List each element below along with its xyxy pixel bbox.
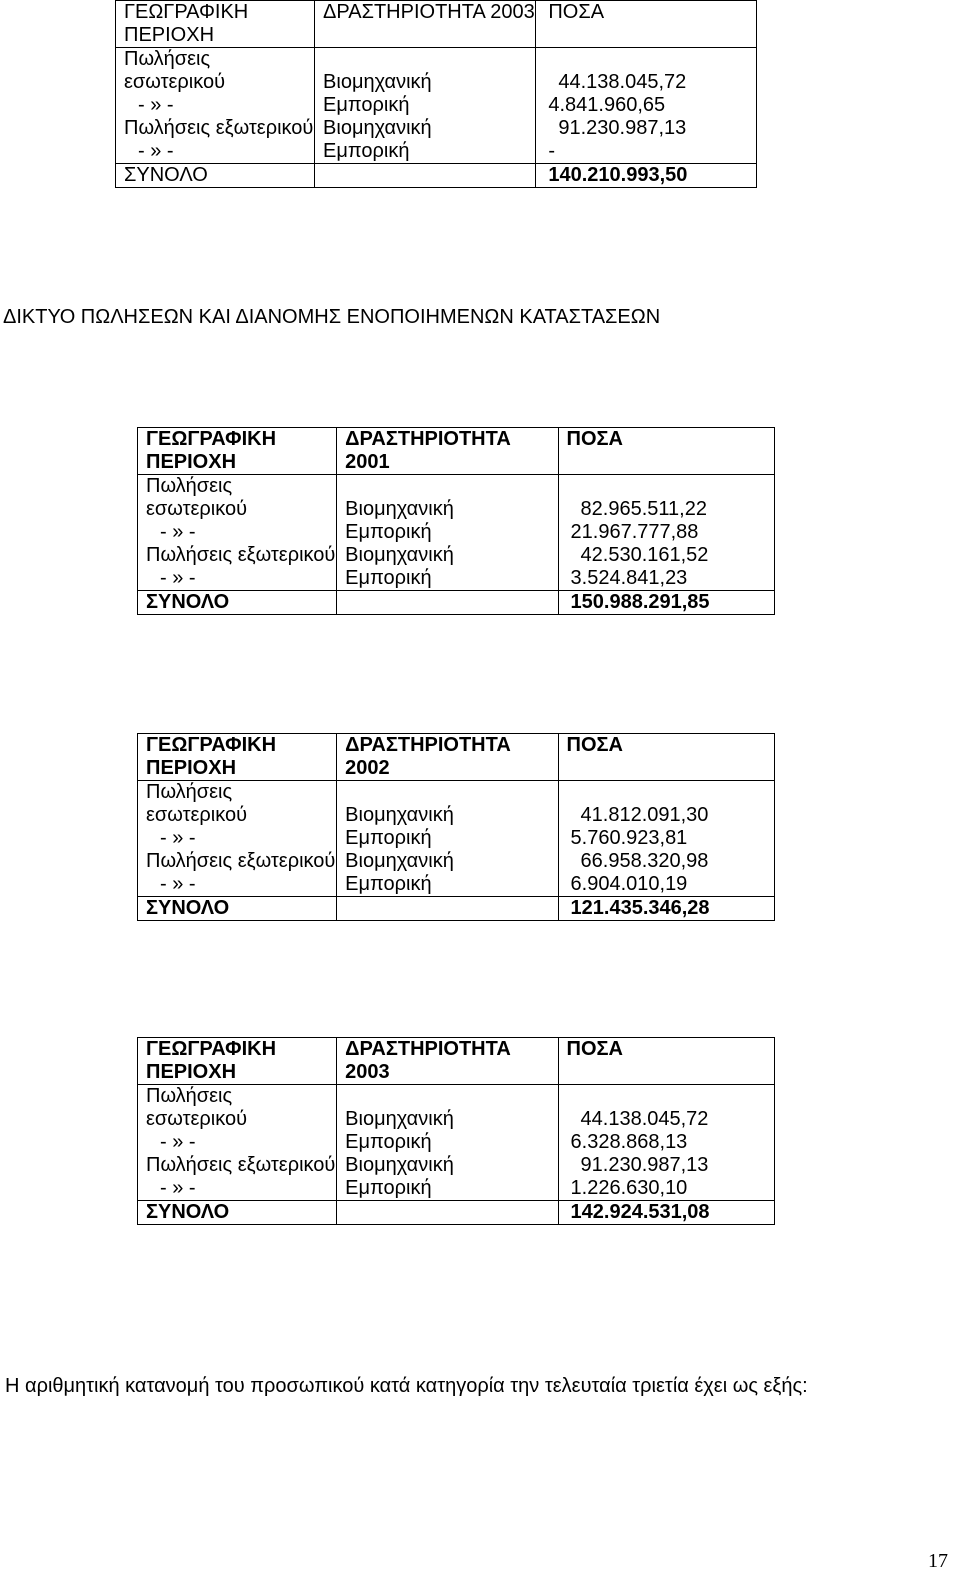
cell-amount: 1.226.630,10 xyxy=(558,1177,774,1201)
total-label: ΣΥΝΟΛΟ xyxy=(138,591,337,615)
table-row xyxy=(116,140,757,164)
body-paragraph: Η αριθμητική κατανομή του προσωπικού κατά κατηγορία την τελευταία τριετία έχει ως εξής: xyxy=(5,1375,808,1397)
cell-activity: Εμπορική xyxy=(337,567,558,591)
header-region: ΓΕΩΓΡΑΦΙΚΗ ΠΕΡΙΟΧΗ xyxy=(138,428,337,475)
total-label: ΣΥΝΟΛΟ xyxy=(138,1201,337,1225)
sales-table-2003 xyxy=(137,1037,775,1225)
cell-region: Πωλήσεις εσωτερικού xyxy=(138,1085,337,1132)
table-row xyxy=(138,1154,775,1177)
cell-region: - » - xyxy=(138,827,337,850)
cell-region: - » - xyxy=(138,567,337,591)
cell-region: Πωλήσεις εσωτερικού xyxy=(138,781,337,828)
total-row xyxy=(138,897,775,921)
header-activity-label: ΔΡΑΣΤΗΡΙΟΤΗΤΑ 2003 xyxy=(323,1,535,23)
total-row xyxy=(116,164,757,188)
cell-activity: Εμπορική xyxy=(337,1177,558,1201)
table-row xyxy=(116,48,757,95)
page-number: 17 xyxy=(928,1550,948,1572)
table-row xyxy=(138,827,775,850)
cell-region: Πωλήσεις εξωτερικού xyxy=(116,117,315,140)
cell-region: Πωλήσεις εσωτερικού xyxy=(138,475,337,522)
cell-amount: 44.138.045,72 xyxy=(536,48,757,95)
cell-amount: 44.138.045,72 xyxy=(558,1085,774,1132)
cell-activity: Βιομηχανική xyxy=(337,544,558,567)
table-row xyxy=(138,1131,775,1154)
table-row xyxy=(138,1177,775,1201)
total-label: ΣΥΝΟΛΟ xyxy=(116,164,315,188)
cell-amount: 91.230.987,13 xyxy=(558,1154,774,1177)
header-amount xyxy=(536,1,757,48)
cell-amount: 6.904.010,19 xyxy=(558,873,774,897)
cell-amount: 42.530.161,52 xyxy=(558,544,774,567)
cell-activity: Εμπορική xyxy=(337,827,558,850)
table-row xyxy=(138,544,775,567)
total-amount: 140.210.993,50 xyxy=(536,164,757,188)
header-region: ΓΕΩΓΡΑΦΙΚΗ ΠΕΡΙΟΧΗ xyxy=(138,734,337,781)
header-amount: ΠΟΣΑ xyxy=(558,1038,774,1085)
cell-amount: 4.841.960,65 xyxy=(536,94,757,117)
sales-table-2003-top xyxy=(115,0,757,188)
header-activity: ΔΡΑΣΤΗΡΙΟΤΗΤΑ 2001 xyxy=(337,428,558,475)
total-empty xyxy=(315,164,536,188)
table-row xyxy=(138,781,775,828)
cell-region: - » - xyxy=(138,1131,337,1154)
total-label: ΣΥΝΟΛΟ xyxy=(138,897,337,921)
cell-region: - » - xyxy=(116,140,315,164)
cell-activity: Βιομηχανική xyxy=(337,781,558,828)
header-region: ΓΕΩΓΡΑΦΙΚΗ ΠΕΡΙΟΧΗ xyxy=(138,1038,337,1085)
table-header-row xyxy=(138,1038,775,1085)
cell-amount: 41.812.091,30 xyxy=(558,781,774,828)
table-row xyxy=(138,521,775,544)
total-row xyxy=(138,591,775,615)
header-region-label: ΓΕΩΓΡΑΦΙΚΗ ΠΕΡΙΟΧΗ xyxy=(124,1,249,46)
cell-region: Πωλήσεις εξωτερικού xyxy=(138,850,337,873)
cell-region: Πωλήσεις εξωτερικού xyxy=(138,1154,337,1177)
total-amount: 150.988.291,85 xyxy=(558,591,774,615)
table-header-row xyxy=(138,734,775,781)
total-row xyxy=(138,1201,775,1225)
cell-amount: 5.760.923,81 xyxy=(558,827,774,850)
cell-activity: Εμπορική xyxy=(315,140,536,164)
cell-amount: 21.967.777,88 xyxy=(558,521,774,544)
cell-region: - » - xyxy=(116,94,315,117)
cell-activity: Βιομηχανική xyxy=(337,1085,558,1132)
cell-activity: Βιομηχανική xyxy=(337,1154,558,1177)
table-row xyxy=(138,567,775,591)
table-row xyxy=(138,873,775,897)
cell-region: Πωλήσεις εξωτερικού xyxy=(138,544,337,567)
cell-activity: Βιομηχανική xyxy=(337,475,558,522)
cell-amount: - xyxy=(536,140,757,164)
cell-region: - » - xyxy=(138,521,337,544)
header-activity: ΔΡΑΣΤΗΡΙΟΤΗΤΑ 2003 xyxy=(337,1038,558,1085)
cell-amount: 6.328.868,13 xyxy=(558,1131,774,1154)
cell-activity: Εμπορική xyxy=(315,94,536,117)
cell-amount: 82.965.511,22 xyxy=(558,475,774,522)
cell-activity: Βιομηχανική xyxy=(337,850,558,873)
cell-amount: 66.958.320,98 xyxy=(558,850,774,873)
table-row xyxy=(116,117,757,140)
header-region xyxy=(116,1,315,48)
table-header-row xyxy=(138,428,775,475)
header-amount: ΠΟΣΑ xyxy=(558,428,774,475)
cell-amount: 3.524.841,23 xyxy=(558,567,774,591)
table-header-row xyxy=(116,1,757,48)
sales-table-2001 xyxy=(137,427,775,615)
header-amount-label: ΠΟΣΑ xyxy=(548,1,605,23)
header-activity xyxy=(315,1,536,48)
total-empty xyxy=(337,1201,558,1225)
table-row xyxy=(138,475,775,522)
cell-activity: Εμπορική xyxy=(337,1131,558,1154)
total-empty xyxy=(337,591,558,615)
cell-region: - » - xyxy=(138,1177,337,1201)
cell-activity: Βιομηχανική xyxy=(315,48,536,95)
header-activity: ΔΡΑΣΤΗΡΙΟΤΗΤΑ 2002 xyxy=(337,734,558,781)
cell-activity: Βιομηχανική xyxy=(315,117,536,140)
section-heading: ΔΙΚΤΥΟ ΠΩΛΗΣΕΩΝ ΚΑΙ ΔΙΑΝΟΜΗΣ ΕΝΟΠΟΙΗΜΕΝΩΝ ΚΑΤΑΣΤΑΣΕΩΝ xyxy=(3,306,661,328)
table-row xyxy=(116,94,757,117)
header-amount: ΠΟΣΑ xyxy=(558,734,774,781)
total-amount: 121.435.346,28 xyxy=(558,897,774,921)
cell-region: - » - xyxy=(138,873,337,897)
cell-region: Πωλήσεις εσωτερικού xyxy=(116,48,315,95)
table-row xyxy=(138,850,775,873)
table-row xyxy=(138,1085,775,1132)
total-empty xyxy=(337,897,558,921)
total-amount: 142.924.531,08 xyxy=(558,1201,774,1225)
cell-amount: 91.230.987,13 xyxy=(536,117,757,140)
cell-activity: Εμπορική xyxy=(337,521,558,544)
sales-table-2002 xyxy=(137,733,775,921)
cell-activity: Εμπορική xyxy=(337,873,558,897)
